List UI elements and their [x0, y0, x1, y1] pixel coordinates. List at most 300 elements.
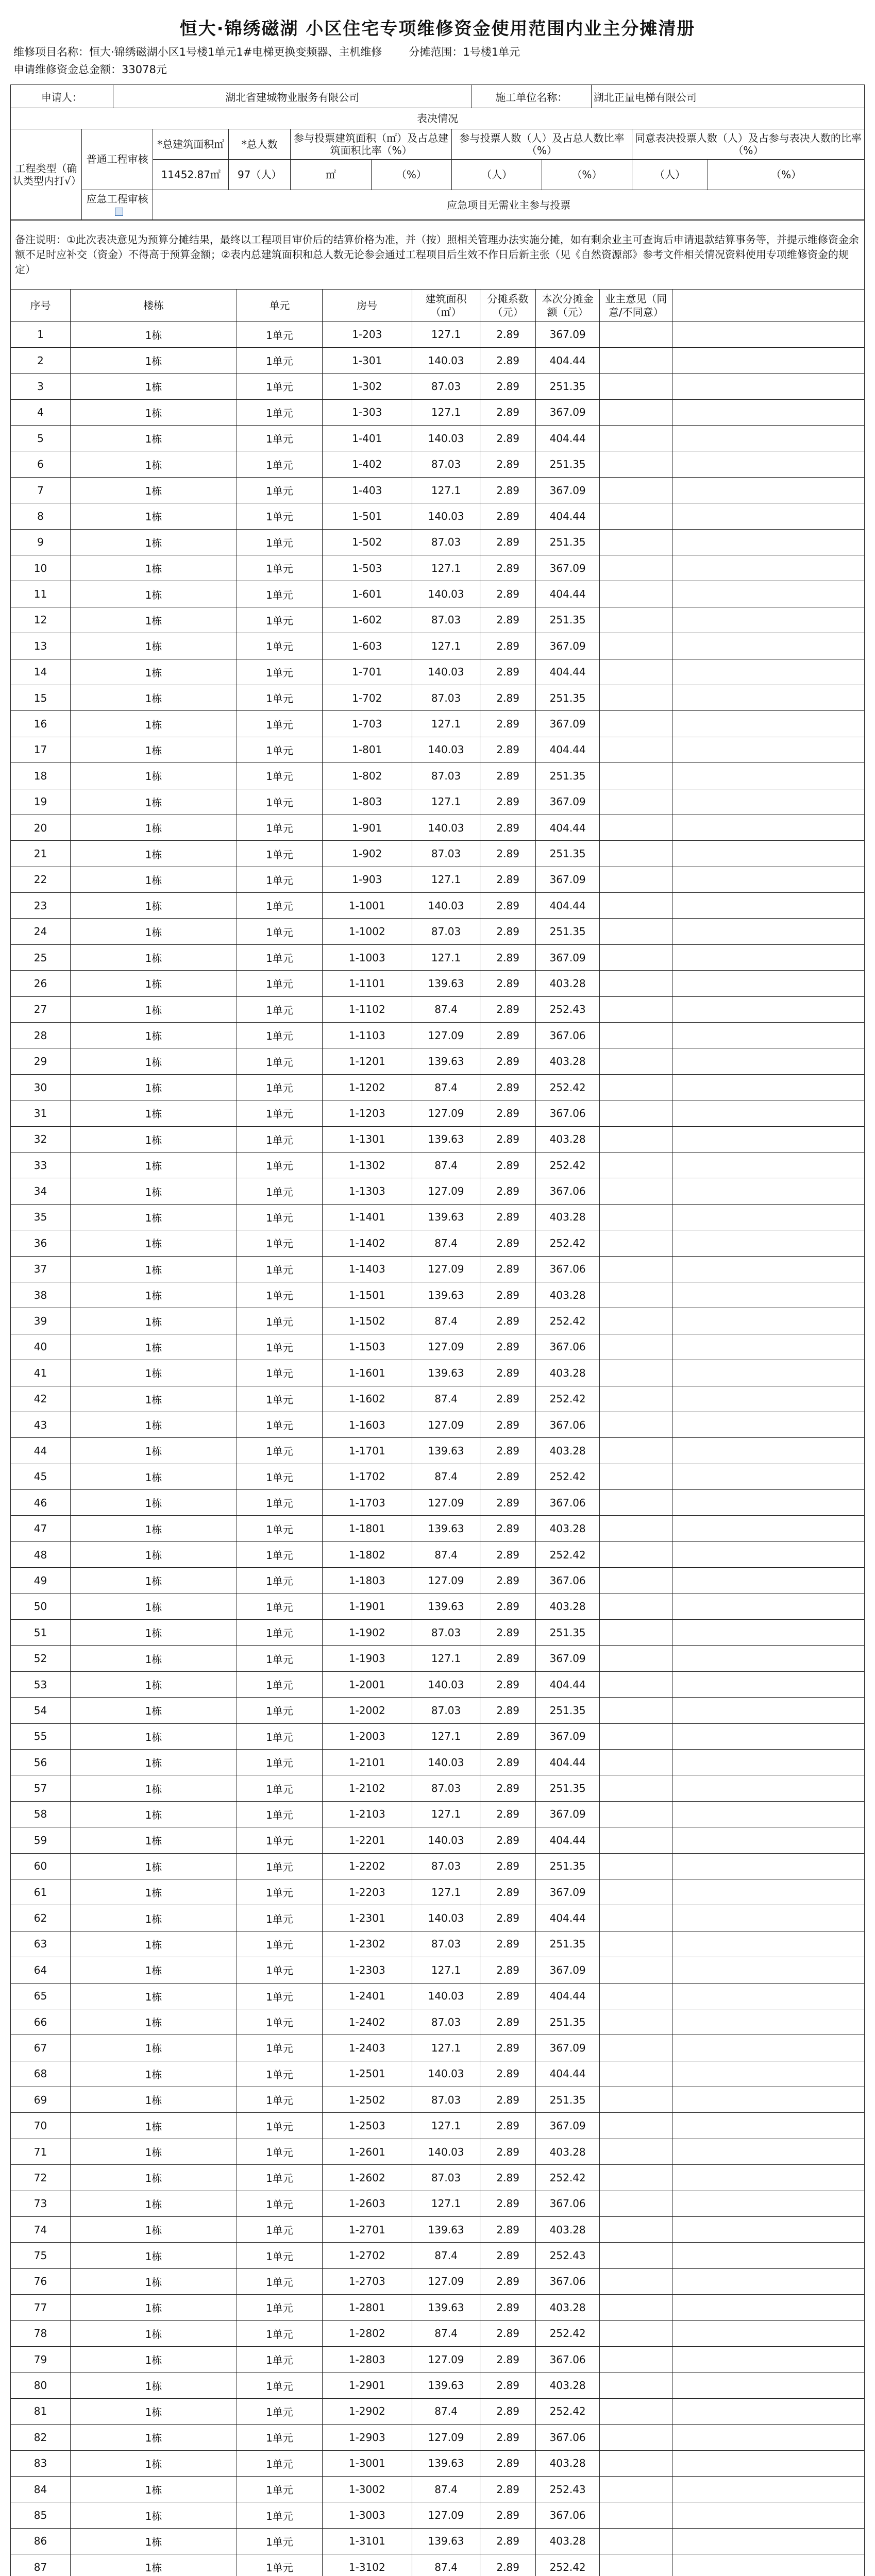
- table-row: [11, 737, 865, 762]
- row-opinion[interactable]: [600, 2087, 672, 2113]
- row-building: 1栋: [70, 996, 237, 1022]
- row-opinion[interactable]: [600, 711, 672, 737]
- row-opinion[interactable]: [600, 477, 672, 503]
- emergency-checkbox[interactable]: [115, 208, 123, 216]
- row-opinion[interactable]: [600, 1438, 672, 1464]
- row-opinion[interactable]: [600, 996, 672, 1022]
- row-area: 127.1: [412, 1879, 480, 1905]
- row-opinion[interactable]: [600, 2476, 672, 2502]
- row-room: 1-1201: [322, 1048, 412, 1074]
- row-opinion[interactable]: [600, 893, 672, 919]
- row-unit: 1单元: [237, 1516, 323, 1541]
- row-signature[interactable]: [672, 2372, 865, 2398]
- row-signature[interactable]: [672, 2191, 865, 2216]
- row-signature[interactable]: [672, 2087, 865, 2113]
- row-signature[interactable]: [672, 2502, 865, 2528]
- row-signature[interactable]: [672, 1100, 865, 1126]
- row-signature[interactable]: [672, 1490, 865, 1516]
- row-signature[interactable]: [672, 347, 865, 373]
- row-area: 127.1: [412, 633, 480, 659]
- row-signature[interactable]: [672, 1178, 865, 1204]
- row-signature[interactable]: [672, 2554, 865, 2576]
- row-signature[interactable]: [672, 1568, 865, 1594]
- row-signature[interactable]: [672, 659, 865, 685]
- row-signature[interactable]: [672, 1957, 865, 1983]
- row-building: 1栋: [70, 321, 237, 347]
- row-signature[interactable]: [672, 1749, 865, 1775]
- row-room: 1-1303: [322, 1178, 412, 1204]
- row-signature[interactable]: [672, 1516, 865, 1541]
- row-opinion[interactable]: [600, 2320, 672, 2346]
- row-amount: 252.42: [536, 2398, 600, 2424]
- row-signature[interactable]: [672, 1282, 865, 1308]
- row-opinion[interactable]: [600, 919, 672, 944]
- row-opinion[interactable]: [600, 1256, 672, 1282]
- row-rate: 2.89: [480, 789, 536, 815]
- row-opinion[interactable]: [600, 347, 672, 373]
- row-signature[interactable]: [672, 1723, 865, 1749]
- row-amount: 367.06: [536, 1100, 600, 1126]
- row-signature[interactable]: [672, 1594, 865, 1619]
- table-row: [11, 2398, 865, 2424]
- table-row: [11, 374, 865, 399]
- row-rate: 2.89: [480, 1074, 536, 1100]
- row-no: 82: [11, 2425, 71, 2450]
- row-opinion[interactable]: [600, 1412, 672, 1437]
- row-opinion[interactable]: [600, 2295, 672, 2320]
- row-signature[interactable]: [672, 1048, 865, 1074]
- row-no: 28: [11, 1023, 71, 1048]
- row-signature[interactable]: [672, 711, 865, 737]
- row-signature[interactable]: [672, 2425, 865, 2450]
- row-opinion[interactable]: [600, 1048, 672, 1074]
- table-row: [11, 2554, 865, 2576]
- row-opinion[interactable]: [600, 1931, 672, 1957]
- row-no: 38: [11, 1282, 71, 1308]
- row-building: 1栋: [70, 1879, 237, 1905]
- row-area: 87.4: [412, 2476, 480, 2502]
- row-unit: 1单元: [237, 633, 323, 659]
- row-signature[interactable]: [672, 1256, 865, 1282]
- row-signature[interactable]: [672, 2398, 865, 2424]
- row-signature[interactable]: [672, 321, 865, 347]
- row-signature[interactable]: [672, 1230, 865, 1256]
- col-signature: [672, 289, 865, 321]
- table-row: [11, 2191, 865, 2216]
- row-building: 1栋: [70, 2372, 237, 2398]
- row-building: 1栋: [70, 2061, 237, 2087]
- row-rate: 2.89: [480, 737, 536, 762]
- row-no: 6: [11, 451, 71, 477]
- row-signature[interactable]: [672, 451, 865, 477]
- row-opinion[interactable]: [600, 503, 672, 529]
- row-opinion[interactable]: [600, 685, 672, 710]
- row-opinion[interactable]: [600, 1178, 672, 1204]
- row-amount: 367.06: [536, 2268, 600, 2294]
- row-unit: 1单元: [237, 1074, 323, 1100]
- row-area: 87.03: [412, 685, 480, 710]
- table-row: [11, 1308, 865, 1334]
- row-no: 31: [11, 1100, 71, 1126]
- row-signature[interactable]: [672, 555, 865, 581]
- row-unit: 1单元: [237, 426, 323, 451]
- row-signature[interactable]: [672, 477, 865, 503]
- row-signature[interactable]: [672, 1879, 865, 1905]
- row-opinion[interactable]: [600, 737, 672, 762]
- row-unit: 1单元: [237, 1386, 323, 1412]
- row-no: 33: [11, 1153, 71, 1178]
- row-opinion[interactable]: [600, 1983, 672, 2009]
- row-no: 15: [11, 685, 71, 710]
- row-signature[interactable]: [672, 2268, 865, 2294]
- row-opinion[interactable]: [600, 555, 672, 581]
- row-signature[interactable]: [672, 2035, 865, 2061]
- row-amount: 252.42: [536, 1153, 600, 1178]
- row-unit: 1单元: [237, 1100, 323, 1126]
- row-room: 1-1003: [322, 944, 412, 970]
- table-row: [11, 1386, 865, 1412]
- row-amount: 404.44: [536, 347, 600, 373]
- row-signature[interactable]: [672, 1074, 865, 1100]
- row-opinion[interactable]: [600, 1074, 672, 1100]
- row-opinion[interactable]: [600, 1905, 672, 1931]
- row-area: 87.03: [412, 2165, 480, 2191]
- row-opinion[interactable]: [600, 2139, 672, 2164]
- row-opinion[interactable]: [600, 815, 672, 840]
- row-opinion[interactable]: [600, 2165, 672, 2191]
- row-unit: 1单元: [237, 1620, 323, 1646]
- col-area: 建筑面积（㎡）: [412, 289, 480, 321]
- row-unit: 1单元: [237, 737, 323, 762]
- row-opinion[interactable]: [600, 2528, 672, 2554]
- row-amount: 404.44: [536, 2061, 600, 2087]
- row-room: 1-1903: [322, 1646, 412, 1671]
- row-signature[interactable]: [672, 1334, 865, 1360]
- row-opinion[interactable]: [600, 2113, 672, 2139]
- row-signature[interactable]: [672, 2061, 865, 2087]
- agree-area-unit2: （%）: [371, 159, 452, 190]
- row-amount: 403.28: [536, 1594, 600, 1619]
- row-rate: 2.89: [480, 607, 536, 633]
- row-signature[interactable]: [672, 399, 865, 425]
- table-row: [11, 347, 865, 373]
- row-signature[interactable]: [672, 971, 865, 996]
- row-opinion[interactable]: [600, 2346, 672, 2372]
- row-opinion[interactable]: [600, 1100, 672, 1126]
- row-signature[interactable]: [672, 607, 865, 633]
- row-signature[interactable]: [672, 1023, 865, 1048]
- row-signature[interactable]: [672, 1360, 865, 1386]
- row-opinion[interactable]: [600, 763, 672, 789]
- row-rate: 2.89: [480, 1905, 536, 1931]
- row-opinion[interactable]: [600, 2191, 672, 2216]
- row-building: 1栋: [70, 1074, 237, 1100]
- row-no: 52: [11, 1646, 71, 1671]
- row-opinion[interactable]: [600, 1386, 672, 1412]
- row-signature[interactable]: [672, 1775, 865, 1801]
- row-building: 1栋: [70, 2320, 237, 2346]
- row-room: 1-601: [322, 581, 412, 607]
- row-signature[interactable]: [672, 1827, 865, 1853]
- row-amount: 367.06: [536, 2502, 600, 2528]
- row-opinion[interactable]: [600, 2061, 672, 2087]
- row-signature[interactable]: [672, 1153, 865, 1178]
- row-no: 81: [11, 2398, 71, 2424]
- row-signature[interactable]: [672, 2113, 865, 2139]
- row-opinion[interactable]: [600, 1490, 672, 1516]
- row-signature[interactable]: [672, 2320, 865, 2346]
- row-opinion[interactable]: [600, 1126, 672, 1152]
- row-opinion[interactable]: [600, 1282, 672, 1308]
- row-signature[interactable]: [672, 815, 865, 840]
- row-amount: 404.44: [536, 659, 600, 685]
- row-signature[interactable]: [672, 2450, 865, 2476]
- row-no: 73: [11, 2191, 71, 2216]
- row-amount: 252.42: [536, 2320, 600, 2346]
- row-opinion[interactable]: [600, 1879, 672, 1905]
- row-signature[interactable]: [672, 1541, 865, 1567]
- row-area: 140.03: [412, 347, 480, 373]
- row-unit: 1单元: [237, 1594, 323, 1619]
- row-no: 36: [11, 1230, 71, 1256]
- row-signature[interactable]: [672, 841, 865, 867]
- row-signature[interactable]: [672, 1386, 865, 1412]
- row-opinion[interactable]: [600, 1827, 672, 1853]
- row-unit: 1单元: [237, 2425, 323, 2450]
- row-amount: 367.09: [536, 1957, 600, 1983]
- row-opinion[interactable]: [600, 1646, 672, 1671]
- row-building: 1栋: [70, 763, 237, 789]
- row-signature[interactable]: [672, 1931, 865, 1957]
- row-signature[interactable]: [672, 944, 865, 970]
- row-signature[interactable]: [672, 1412, 865, 1437]
- row-opinion[interactable]: [600, 1153, 672, 1178]
- row-rate: 2.89: [480, 1334, 536, 1360]
- row-opinion[interactable]: [600, 1749, 672, 1775]
- row-signature[interactable]: [672, 1853, 865, 1879]
- row-signature[interactable]: [672, 581, 865, 607]
- row-opinion[interactable]: [600, 971, 672, 996]
- row-opinion[interactable]: [600, 426, 672, 451]
- row-no: 34: [11, 1178, 71, 1204]
- row-signature[interactable]: [672, 2243, 865, 2268]
- row-signature[interactable]: [672, 2139, 865, 2164]
- row-signature[interactable]: [672, 996, 865, 1022]
- table-row: [11, 1360, 865, 1386]
- row-opinion[interactable]: [600, 1230, 672, 1256]
- row-signature[interactable]: [672, 2217, 865, 2243]
- table-row: [11, 2268, 865, 2294]
- row-signature[interactable]: [672, 789, 865, 815]
- row-signature[interactable]: [672, 426, 865, 451]
- row-opinion[interactable]: [600, 659, 672, 685]
- row-building: 1栋: [70, 2398, 237, 2424]
- row-opinion[interactable]: [600, 1541, 672, 1567]
- row-signature[interactable]: [672, 1905, 865, 1931]
- row-opinion[interactable]: [600, 1360, 672, 1386]
- row-opinion[interactable]: [600, 2268, 672, 2294]
- row-opinion[interactable]: [600, 1594, 672, 1619]
- row-unit: 1单元: [237, 2035, 323, 2061]
- row-opinion[interactable]: [600, 2502, 672, 2528]
- row-opinion[interactable]: [600, 2425, 672, 2450]
- row-opinion[interactable]: [600, 2009, 672, 2035]
- row-opinion[interactable]: [600, 1801, 672, 1827]
- row-opinion[interactable]: [600, 1308, 672, 1334]
- row-unit: 1单元: [237, 2191, 323, 2216]
- row-signature[interactable]: [672, 529, 865, 555]
- row-unit: 1单元: [237, 1646, 323, 1671]
- row-signature[interactable]: [672, 1671, 865, 1697]
- row-amount: 251.35: [536, 841, 600, 867]
- table-row: [11, 1464, 865, 1489]
- row-opinion[interactable]: [600, 2554, 672, 2576]
- row-opinion[interactable]: [600, 867, 672, 892]
- agree-area-label: 参与投票建筑面积（㎡）及占总建筑面积比率（%）: [291, 129, 452, 159]
- row-rate: 2.89: [480, 477, 536, 503]
- table-row: [11, 1620, 865, 1646]
- table-row: [11, 399, 865, 425]
- row-room: 1-2201: [322, 1827, 412, 1853]
- row-opinion[interactable]: [600, 841, 672, 867]
- row-signature[interactable]: [672, 1204, 865, 1230]
- row-opinion[interactable]: [600, 1334, 672, 1360]
- row-rate: 2.89: [480, 2139, 536, 2164]
- row-opinion[interactable]: [600, 451, 672, 477]
- table-row: [11, 1905, 865, 1931]
- row-opinion[interactable]: [600, 2450, 672, 2476]
- row-opinion[interactable]: [600, 1853, 672, 1879]
- row-building: 1栋: [70, 2528, 237, 2554]
- row-signature[interactable]: [672, 737, 865, 762]
- row-unit: 1单元: [237, 1931, 323, 1957]
- row-signature[interactable]: [672, 2476, 865, 2502]
- row-signature[interactable]: [672, 685, 865, 710]
- table-row: [11, 1801, 865, 1827]
- row-opinion[interactable]: [600, 1698, 672, 1723]
- row-signature[interactable]: [672, 503, 865, 529]
- row-opinion[interactable]: [600, 1957, 672, 1983]
- row-no: 37: [11, 1256, 71, 1282]
- row-building: 1栋: [70, 1671, 237, 1697]
- row-opinion[interactable]: [600, 529, 672, 555]
- row-rate: 2.89: [480, 996, 536, 1022]
- row-signature[interactable]: [672, 2528, 865, 2554]
- row-rate: 2.89: [480, 1386, 536, 1412]
- row-building: 1栋: [70, 2217, 237, 2243]
- row-signature[interactable]: [672, 633, 865, 659]
- row-room: 1-1902: [322, 1620, 412, 1646]
- row-area: 87.4: [412, 996, 480, 1022]
- row-opinion[interactable]: [600, 1723, 672, 1749]
- row-opinion[interactable]: [600, 321, 672, 347]
- row-signature[interactable]: [672, 2009, 865, 2035]
- row-opinion[interactable]: [600, 2372, 672, 2398]
- row-building: 1栋: [70, 1749, 237, 1775]
- row-room: 1-2402: [322, 2009, 412, 2035]
- row-room: 1-2203: [322, 1879, 412, 1905]
- row-building: 1栋: [70, 1723, 237, 1749]
- total-people-value: 97（人）: [229, 159, 291, 190]
- row-opinion[interactable]: [600, 1204, 672, 1230]
- row-unit: 1单元: [237, 1983, 323, 2009]
- row-signature[interactable]: [672, 1438, 865, 1464]
- row-opinion[interactable]: [600, 1775, 672, 1801]
- row-unit: 1单元: [237, 711, 323, 737]
- row-signature[interactable]: [672, 919, 865, 944]
- row-opinion[interactable]: [600, 374, 672, 399]
- row-opinion[interactable]: [600, 2398, 672, 2424]
- row-no: 4: [11, 399, 71, 425]
- row-unit: 1单元: [237, 1360, 323, 1386]
- row-signature[interactable]: [672, 1646, 865, 1671]
- row-opinion[interactable]: [600, 399, 672, 425]
- row-building: 1栋: [70, 2476, 237, 2502]
- row-opinion[interactable]: [600, 2035, 672, 2061]
- row-opinion[interactable]: [600, 789, 672, 815]
- row-rate: 2.89: [480, 555, 536, 581]
- row-signature[interactable]: [672, 1126, 865, 1152]
- col-no: 序号: [11, 289, 71, 321]
- row-signature[interactable]: [672, 1620, 865, 1646]
- row-opinion[interactable]: [600, 1620, 672, 1646]
- row-signature[interactable]: [672, 1698, 865, 1723]
- row-opinion[interactable]: [600, 2217, 672, 2243]
- row-unit: 1单元: [237, 1698, 323, 1723]
- row-rate: 2.89: [480, 919, 536, 944]
- row-no: 49: [11, 1568, 71, 1594]
- row-signature[interactable]: [672, 893, 865, 919]
- row-rate: 2.89: [480, 685, 536, 710]
- row-opinion[interactable]: [600, 1671, 672, 1697]
- row-opinion[interactable]: [600, 2243, 672, 2268]
- row-opinion[interactable]: [600, 1023, 672, 1048]
- row-opinion[interactable]: [600, 607, 672, 633]
- row-opinion[interactable]: [600, 1464, 672, 1489]
- row-signature[interactable]: [672, 2165, 865, 2191]
- row-area: 139.63: [412, 2217, 480, 2243]
- row-opinion[interactable]: [600, 633, 672, 659]
- row-area: 87.03: [412, 1931, 480, 1957]
- table-row: [11, 867, 865, 892]
- row-room: 1-2002: [322, 1698, 412, 1723]
- row-unit: 1单元: [237, 2243, 323, 2268]
- row-amount: 367.09: [536, 944, 600, 970]
- row-building: 1栋: [70, 1178, 237, 1204]
- row-signature[interactable]: [672, 2346, 865, 2372]
- row-area: 127.09: [412, 1256, 480, 1282]
- table-row: [11, 1879, 865, 1905]
- row-building: 1栋: [70, 1282, 237, 1308]
- row-signature[interactable]: [672, 1801, 865, 1827]
- row-signature[interactable]: [672, 763, 865, 789]
- row-opinion[interactable]: [600, 1516, 672, 1541]
- row-signature[interactable]: [672, 867, 865, 892]
- row-unit: 1单元: [237, 581, 323, 607]
- row-signature[interactable]: [672, 2295, 865, 2320]
- row-signature[interactable]: [672, 1983, 865, 2009]
- row-opinion[interactable]: [600, 581, 672, 607]
- row-signature[interactable]: [672, 1308, 865, 1334]
- table-row: [11, 1957, 865, 1983]
- row-opinion[interactable]: [600, 1568, 672, 1594]
- emergency-project-label[interactable]: 应急工程审核: [82, 190, 153, 220]
- row-signature[interactable]: [672, 374, 865, 399]
- row-signature[interactable]: [672, 1464, 865, 1489]
- row-amount: 403.28: [536, 1048, 600, 1074]
- row-opinion[interactable]: [600, 944, 672, 970]
- row-room: 1-402: [322, 451, 412, 477]
